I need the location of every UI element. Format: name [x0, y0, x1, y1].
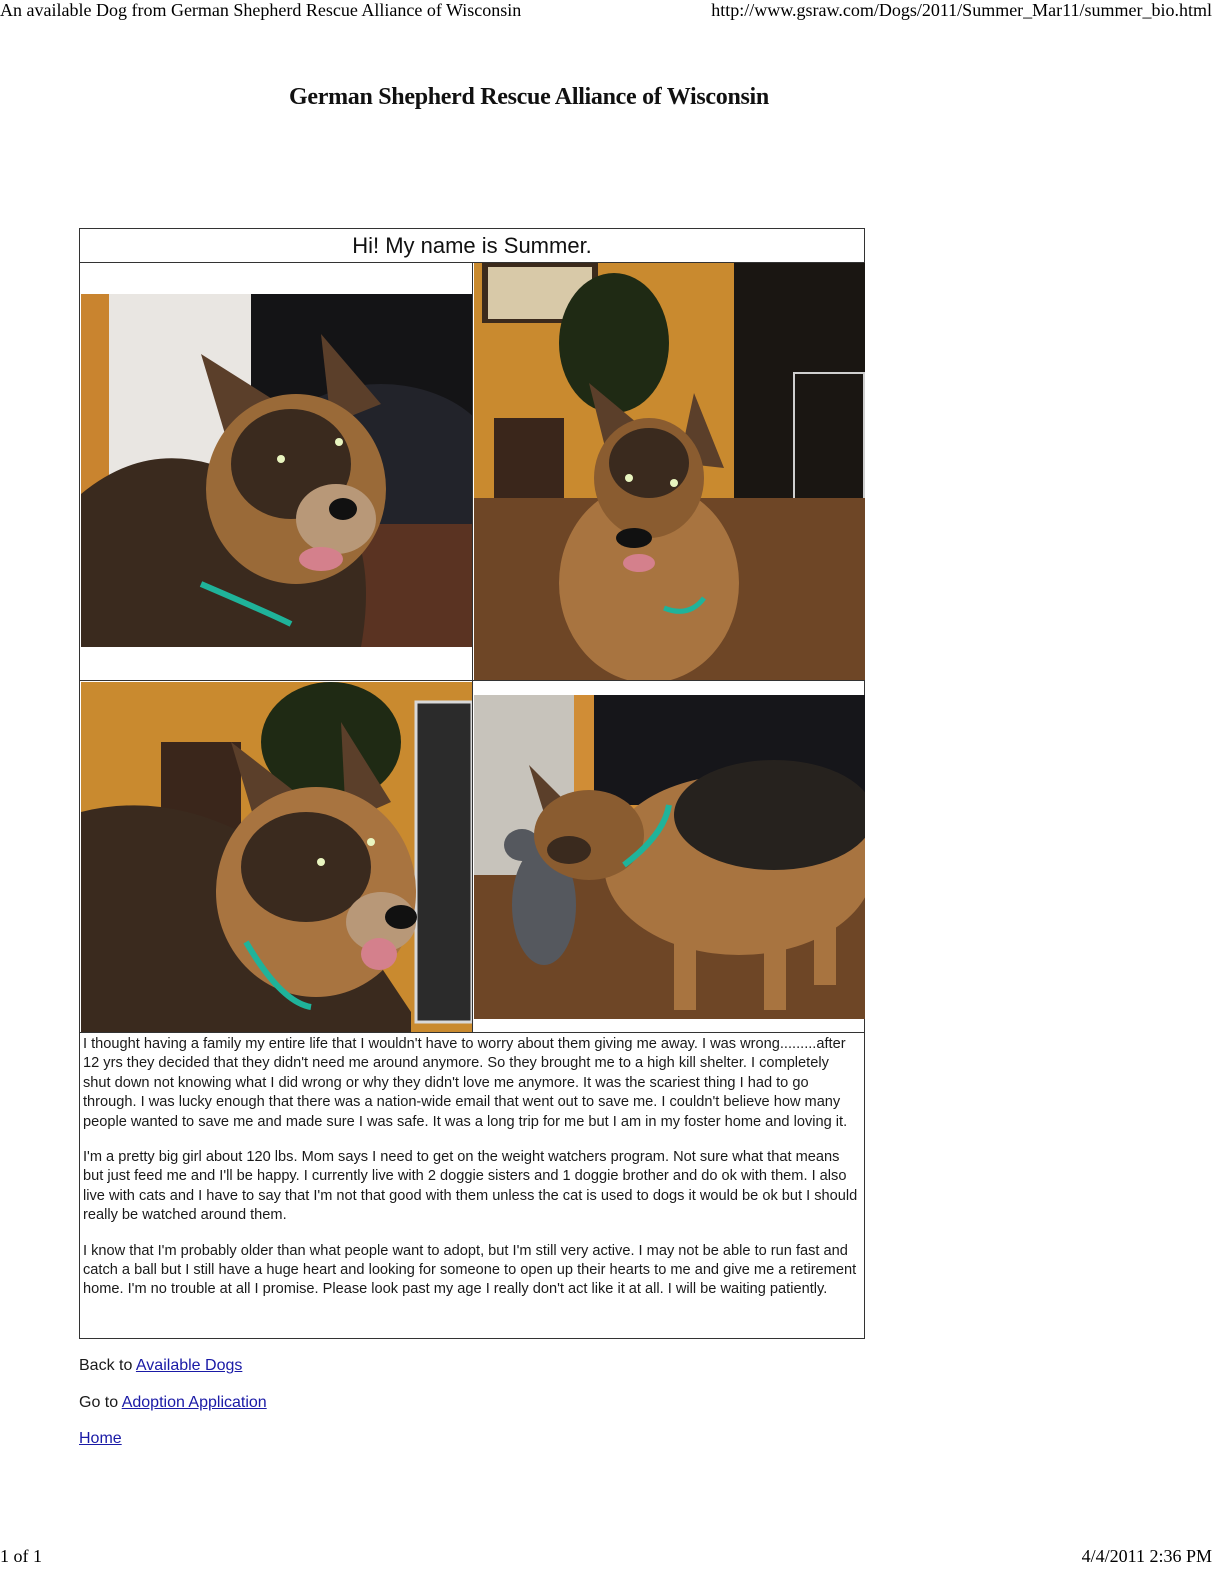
goto-nav: [79, 1394, 267, 1412]
dog-photo-4: [474, 695, 865, 1019]
bio-heading: Hi! My name is Summer.: [80, 229, 864, 263]
print-header: [0, 0, 1224, 24]
bio-paragraph-3: I know that I'm probably older than what people want to adopt, but I'm still very active. I may not be able to run fast and catch a ball but I still have a huge heart and looking for someone to open up their hearts to me and give me a retirement home. I'm no trouble at all I promise. Please look past my age I really don't act like it at all. I will be waiting patiently.: [83, 1242, 857, 1298]
dog-photo-2: [474, 263, 865, 680]
bio-paragraph-2: I'm a pretty big girl about 120 lbs. Mom says I need to get on the weight watchers program. Not sure what that means but just feed me and I'll be happy. I currently live with 2 doggie sisters and 1 doggie brother and do ok with them. I also live with cats and I have to say that I'm not that good with them unless the cat is used to dogs it would be ok but I should really be watched around them.: [83, 1149, 858, 1224]
bio-text: [83, 1035, 858, 1316]
back-nav: [79, 1357, 242, 1375]
dog-photo-3: [81, 682, 472, 1032]
adoption-application-link[interactable]: Adoption Application: [121, 1394, 267, 1411]
bio-table: [79, 228, 865, 1339]
print-header-url: http://www.gsraw.com/Dogs/2011/Summer_Mar11/summer_bio.html: [711, 0, 1212, 20]
page-count: 1 of 1: [0, 1546, 42, 1566]
available-dogs-link[interactable]: Available Dogs: [135, 1357, 243, 1374]
dog-photo-1: [81, 294, 472, 647]
bio-paragraph-1: I thought having a family my entire life that I wouldn't have to worry about them giving me away. I was wrong.........after 12 yrs they decided that they didn't need me around anymore. So they brought me to a high kill shelter. I completely shut down not knowing what I did wrong or why they didn't love me anymore. It was the scariest thing I had to go through. I was lucky enough that there was a nation-wide email that went out to save me. I couldn't believe how many people wanted to save me and made sure I was safe. It was a long trip for me but I am in my foster home and loving it.: [83, 1036, 848, 1130]
table-divider: [80, 1032, 864, 1033]
goto-prefix: Go to: [79, 1394, 122, 1411]
home-nav: [79, 1430, 122, 1448]
site-title: German Shepherd Rescue Alliance of Wisconsin: [289, 84, 769, 110]
table-divider: [472, 262, 473, 1032]
print-header-title: An available Dog from German Shepherd Rescue Alliance of Wisconsin: [0, 0, 522, 20]
home-link[interactable]: Home: [79, 1430, 122, 1447]
table-divider: [80, 680, 864, 681]
print-footer: [0, 1546, 1224, 1570]
back-prefix: Back to: [79, 1357, 136, 1374]
print-datetime: 4/4/2011 2:36 PM: [1081, 1546, 1212, 1566]
